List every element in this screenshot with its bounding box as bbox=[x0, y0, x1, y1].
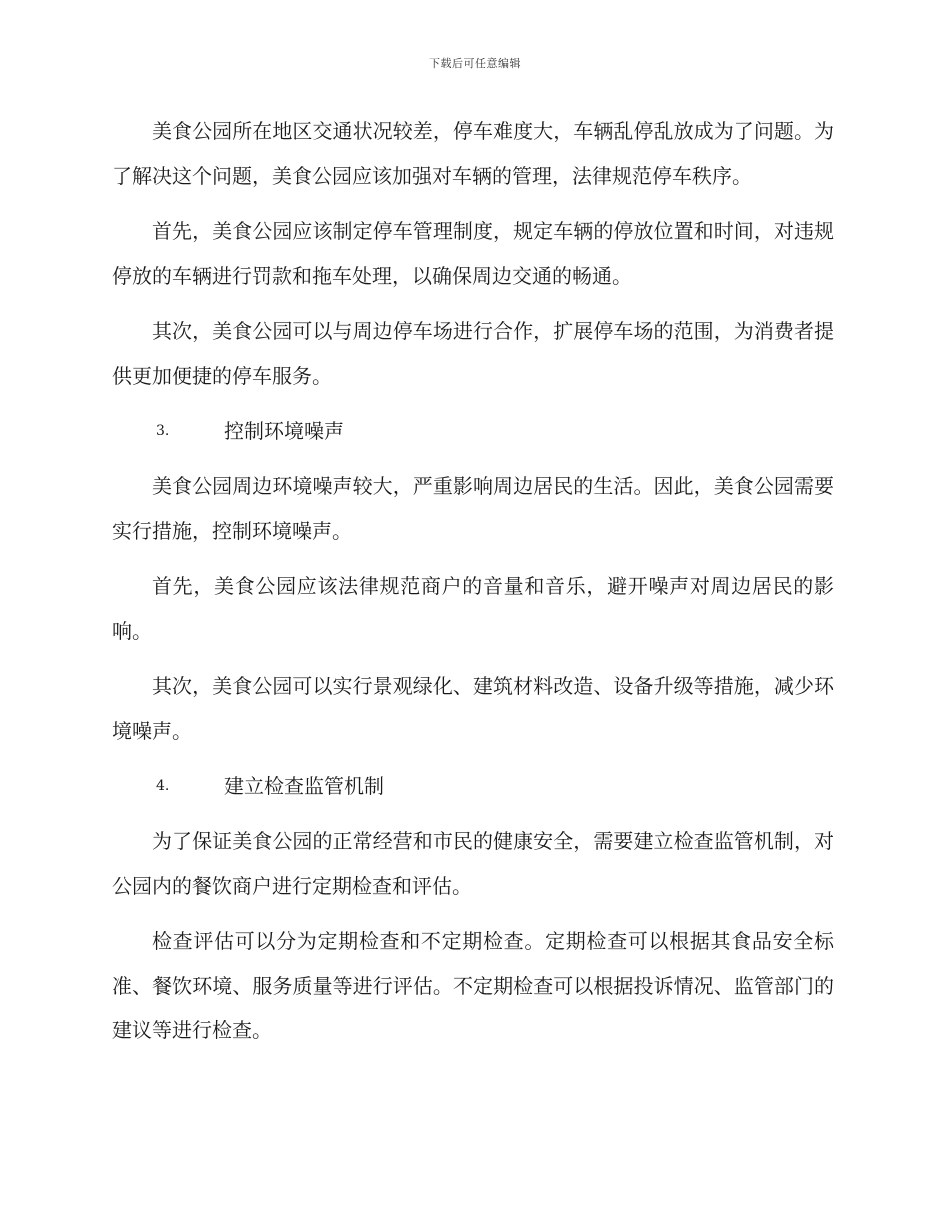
paragraph-parking-second: 其次，美食公园可以与周边停车场进行合作，扩展停车场的范围，为消费者提供更加便捷的停车服务。 bbox=[112, 319, 834, 388]
section-title: 控制环境噪声 bbox=[224, 419, 344, 443]
paragraph-inspection-types: 检查评估可以分为定期检查和不定期检查。定期检查可以根据其食品安全标准、餐饮环境、服务质量等进行评估。不定期检查可以根据投诉情况、监管部门的建议等进行检查。 bbox=[112, 929, 834, 1042]
section-number: 3. bbox=[156, 423, 170, 439]
page-header: 下载后可任意编辑 bbox=[429, 57, 521, 70]
section-heading-3 bbox=[112, 409, 834, 453]
paragraph-noise-second: 其次，美食公园可以实行景观绿化、建筑材料改造、设备升级等措施，减少环境噪声。 bbox=[112, 674, 834, 743]
paragraph-noise-intro: 美食公园周边环境噪声较大，严重影响周边居民的生活。因此，美食公园需要实行措施，控制环境噪声。 bbox=[112, 474, 834, 543]
document-body bbox=[112, 109, 834, 1053]
paragraph-inspection-intro: 为了保证美食公园的正常经营和市民的健康安全，需要建立检查监管机制，对公园内的餐饮商户进行定期检查和评估。 bbox=[112, 829, 834, 898]
paragraph-noise-first: 首先，美食公园应该法律规范商户的音量和音乐，避开噪声对周边居民的影响。 bbox=[112, 574, 834, 643]
paragraph-parking-intro: 美食公园所在地区交通状况较差，停车难度大，车辆乱停乱放成为了问题。为了解决这个问题，美食公园应该加强对车辆的管理，法律规范停车秩序。 bbox=[112, 119, 834, 188]
paragraph-parking-first: 首先，美食公园应该制定停车管理制度，规定车辆的停放位置和时间，对违规停放的车辆进行罚款和拖车处理，以确保周边交通的畅通。 bbox=[112, 219, 834, 288]
section-heading-4 bbox=[112, 764, 834, 808]
section-title: 建立检查监管机制 bbox=[224, 774, 384, 798]
section-number: 4. bbox=[156, 778, 170, 794]
